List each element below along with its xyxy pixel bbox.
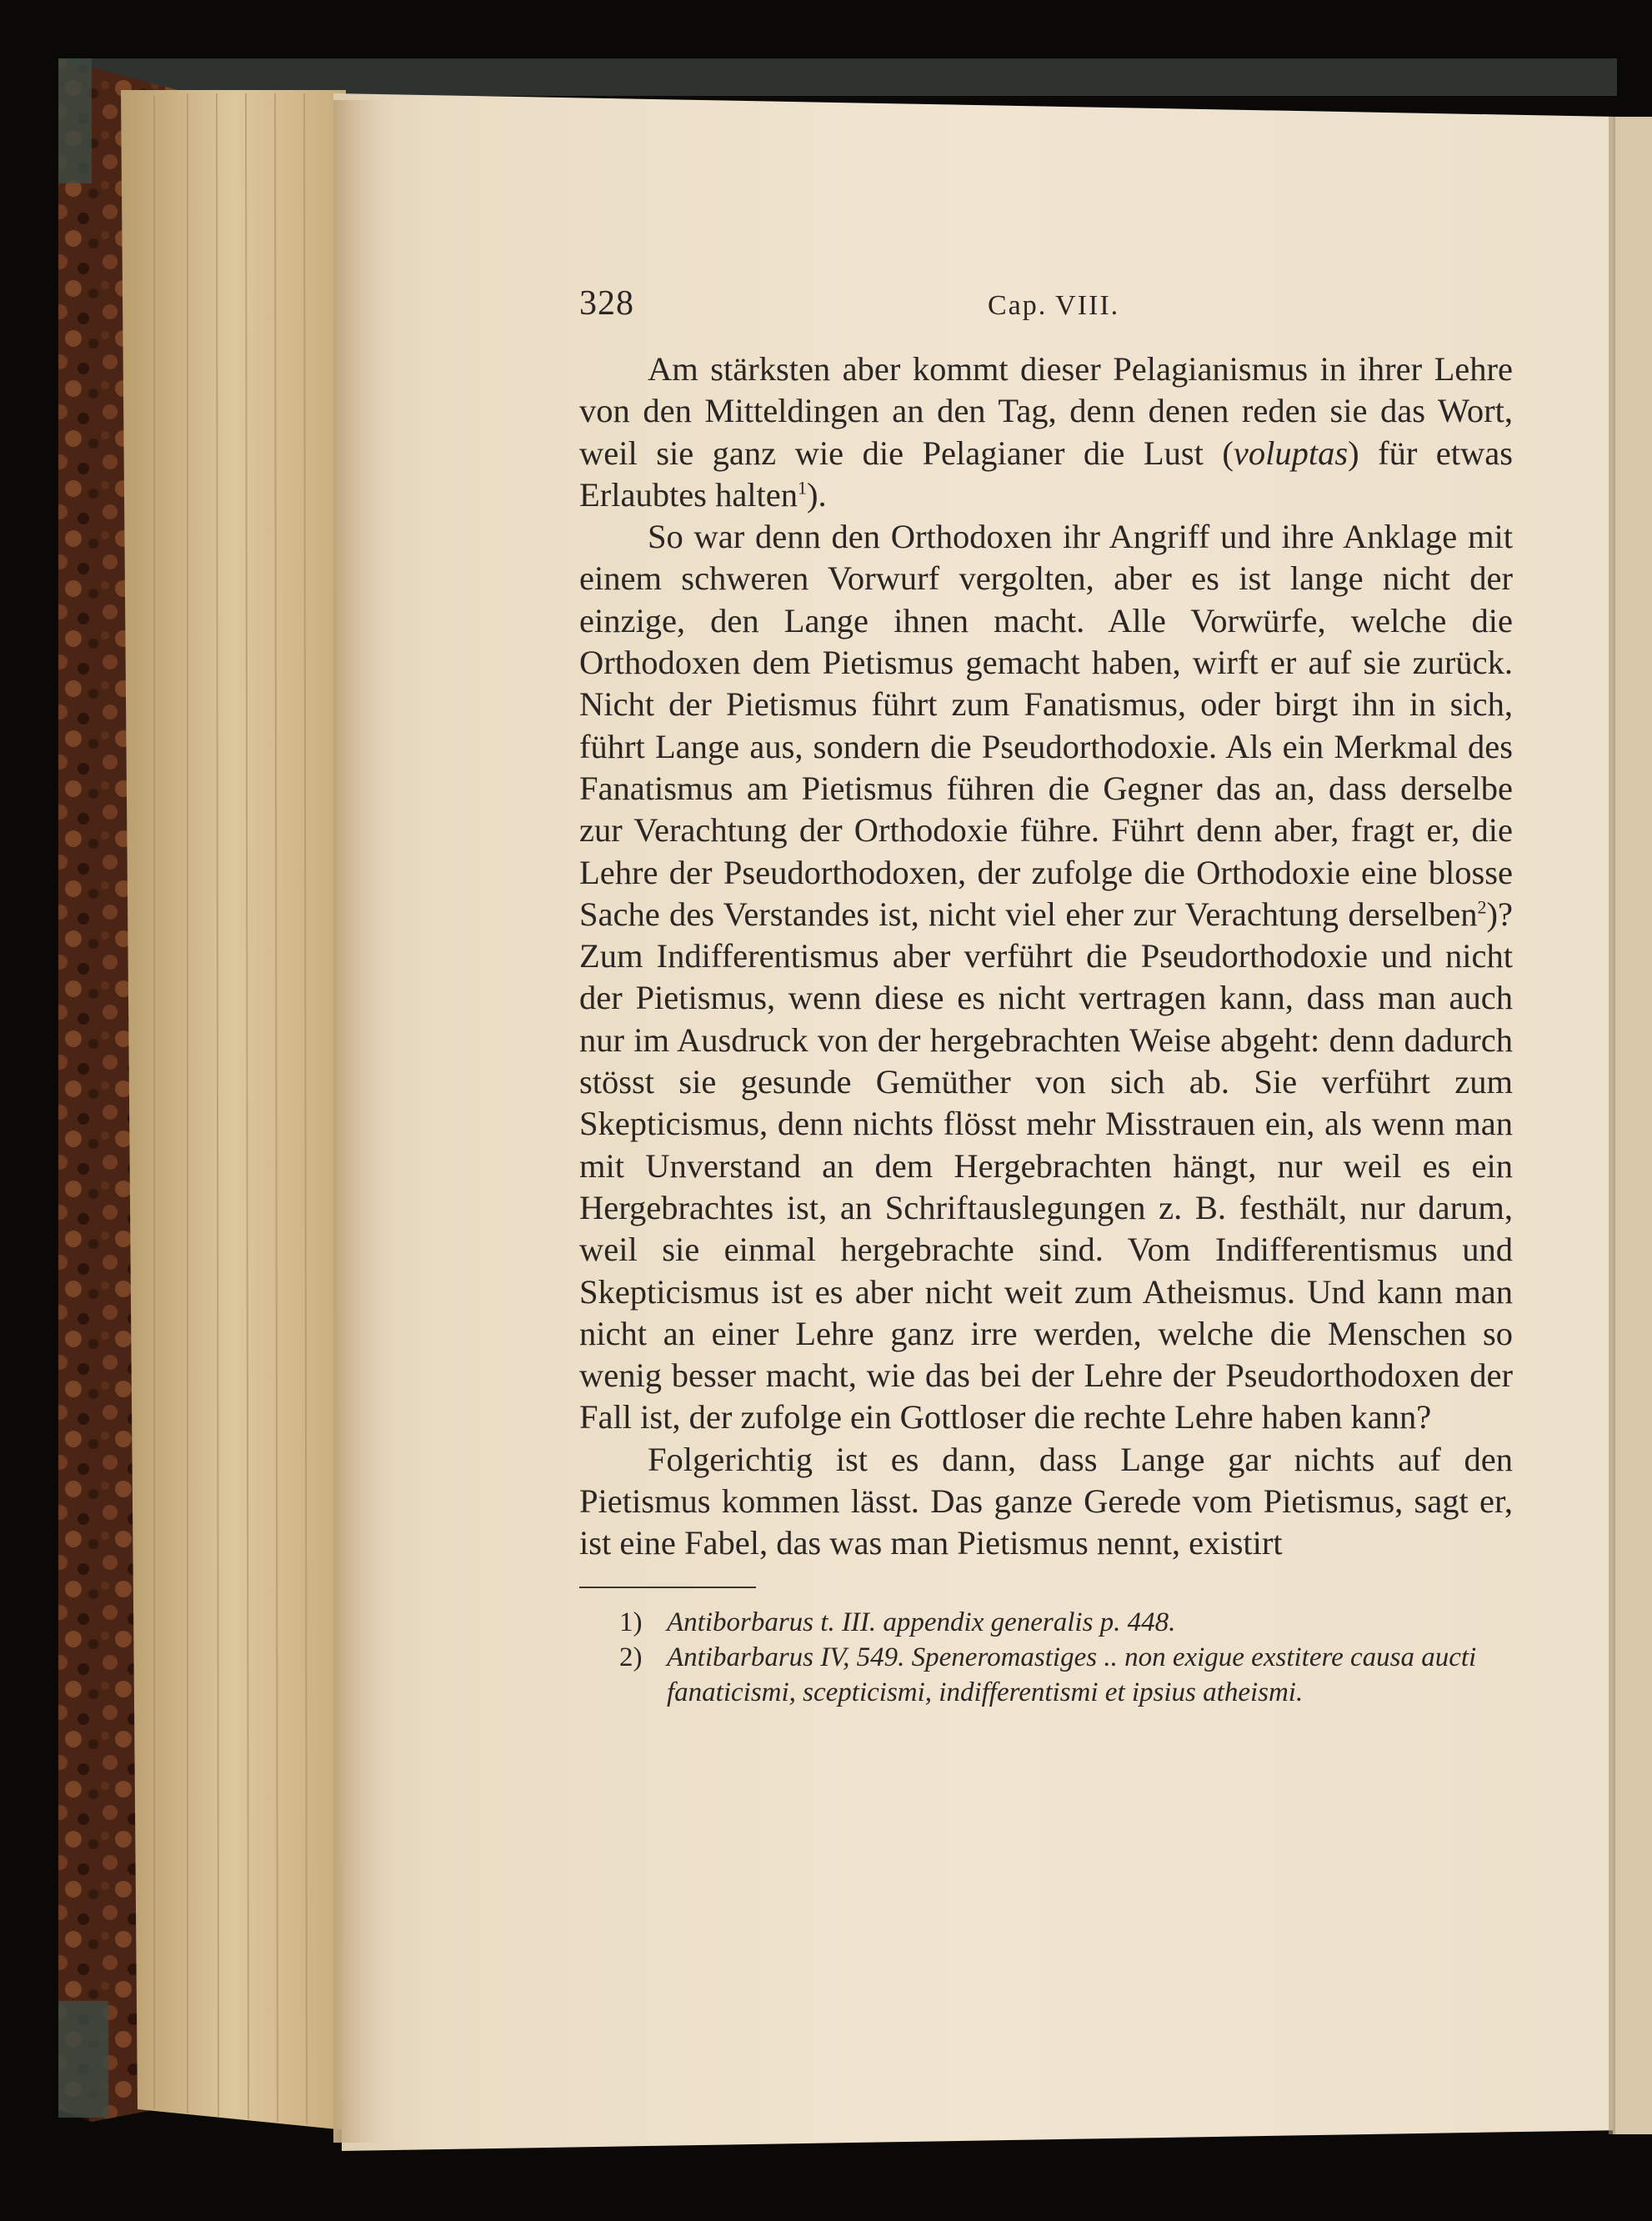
- footnote: [579, 1640, 1513, 1710]
- footnote-marker: 1): [619, 1607, 643, 1637]
- footnote-text: Antiborbarus t. III. appendix generalis p. 448.: [667, 1607, 1176, 1637]
- running-head: [579, 275, 1513, 333]
- footnote-marker: 2): [619, 1642, 643, 1672]
- text-run: ) für etwas Erlaubtes halten: [579, 434, 1513, 514]
- text-run: So war denn den Orthodoxen ihr Angriff und ihre Anklage mit einem schweren Vorwurf vergolten, aber es ist lange nicht der einzige, den Lange ihnen macht. Alle Vorwürfe, welche die Orthodoxen dem Pietismus gemacht haben, wirft er auf sie zurück. Nicht der Pietismus führt zum Fanatismus, oder birgt ihn in sich, führt Lange aus, sondern die Pseudorthodoxie. Als ein Merkmal des Fanatismus am Pietismus führen die Gegner das an, dass derselbe zur Verachtung der Orthodoxie führe. Führt denn aber, fragt er, die Lehre der Pseudorthodoxen, der zufolge die Orthodoxie eine blosse Sache des Verstandes ist, nicht viel eher zur Verachtung derselben: [579, 518, 1513, 933]
- footnote-text: Antibarbarus IV, 549. Speneromastiges .. non exigue exstitere causa aucti fanaticismi, scepticismi, indifferentismi et ipsius atheismi.: [667, 1642, 1477, 1707]
- text-run: Am stärksten aber kommt dieser Pelagianismus in ihrer Lehre von den Mitteldingen an den Tag, denn denen reden sie das Wort, weil sie ganz wie die Pelagianer die Lust (: [579, 350, 1513, 472]
- text-block: [579, 275, 1513, 1710]
- text-run: Folgerichtig ist es dann, dass Lange gar nichts auf den Pietismus kommen lässt. Das ganze Gerede vom Pietismus, sagt er, ist eine Fabel, das was man Pietismus nennt, existirt: [579, 1440, 1513, 1562]
- footnotes: [579, 1605, 1513, 1710]
- footnote: [579, 1605, 1513, 1640]
- paragraph: [579, 516, 1513, 1439]
- page-number: 328: [579, 284, 634, 323]
- paragraph: [579, 1439, 1513, 1565]
- footnote-reference: 1: [798, 477, 808, 499]
- footnote-rule: [579, 1587, 756, 1588]
- paragraph: [579, 348, 1513, 516]
- italic-term: voluptas: [1233, 434, 1349, 472]
- text-run: ).: [807, 475, 827, 514]
- text-run: )? Zum Indifferentismus aber verführt die Pseudorthodoxie und nicht der Pietismus, wenn diese es nicht vertragen kann, dass man auch nur im Ausdruck von der hergebrachten Weise abgeht: denn dadurch stösst sie gesunde Gemüther von sich ab. Sie verführt zum Skepticismus, denn nichts flösst mehr Misstrauen ein, als wenn man mit Unverstand an dem Hergebrachten hängt, nur weil es ein Hergebrachtes ist, an Schriftauslegungen z. B. festhält, nur darum, weil sie einmal hergebrachte sind. Vom Indifferentismus und Skepticismus ist es aber nicht weit zum Atheismus. Und kann man nicht an einer Lehre ganz irre werden, welche die Menschen so wenig besser macht, wie das bei der Lehre der Pseudorthodoxen der Fall ist, der zufolge ein Gottloser die rechte Lehre haben kann?: [579, 895, 1513, 1436]
- body-text: [579, 348, 1513, 1565]
- footnote-reference: 2: [1477, 896, 1487, 918]
- chapter-heading: Cap. VIII.: [988, 290, 1120, 321]
